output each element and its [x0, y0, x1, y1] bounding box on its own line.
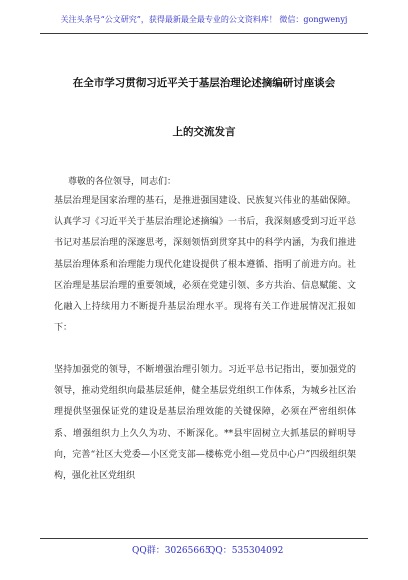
salutation: 尊敬的各位领导，同志们：: [68, 177, 177, 187]
footer-qq-group: QQ群：30265665: [132, 546, 211, 556]
footer-divider: [40, 538, 368, 539]
body-paragraph-1: 基层治理是国家治理的基石，是推进强国建设、民族复兴伟业的基础保障。认真学习《习近平关于基层治理论述摘编》一书后，我深刻感受到习近平总书记对基层治理的深邃思考，深刻领悟到贯穿其中的科学内涵，为我们推进基层治理体系和治理能力现代化建设提供了根本遵循、指明了前进方向。社区治理是基层治理的重要领域，必须在党建引领、多方共治、信息赋能、文化融入上持续用力不断提升基层治理水平。现将有关工作进展情况汇报如下：: [54, 196, 356, 334]
document-title-line-1: 在全市学习贯彻习近平关于基层治理论述摘编研讨座谈会: [72, 77, 336, 89]
footer-qq-contact: QQ：535304092: [208, 546, 284, 556]
header-divider: [40, 33, 368, 34]
document-title-line-2: 上的交流发言: [172, 126, 236, 138]
body-paragraph-2: 坚持加强党的领导，不断增强治理引领力。习近平总书记指出，要加强党的领导，推动党组织向最基层延伸，健全基层党组织工作体系，为城乡社区治理提供坚强保证党的建设是基层治理效能的关键保障，必须在严密组织体系、增强组织力上久久为功、不断深化。**县牢固树立大抓基层的鲜明导向，完善“社区大党委—小区党支部—楼栋党小组—党员中心户”四级组织架构，强化社区党组织: [54, 365, 356, 482]
header-note: 关注头条号“公文研究”，获得最新最全最专业的公文资料库！ 微信：gongwenyj: [60, 15, 348, 24]
